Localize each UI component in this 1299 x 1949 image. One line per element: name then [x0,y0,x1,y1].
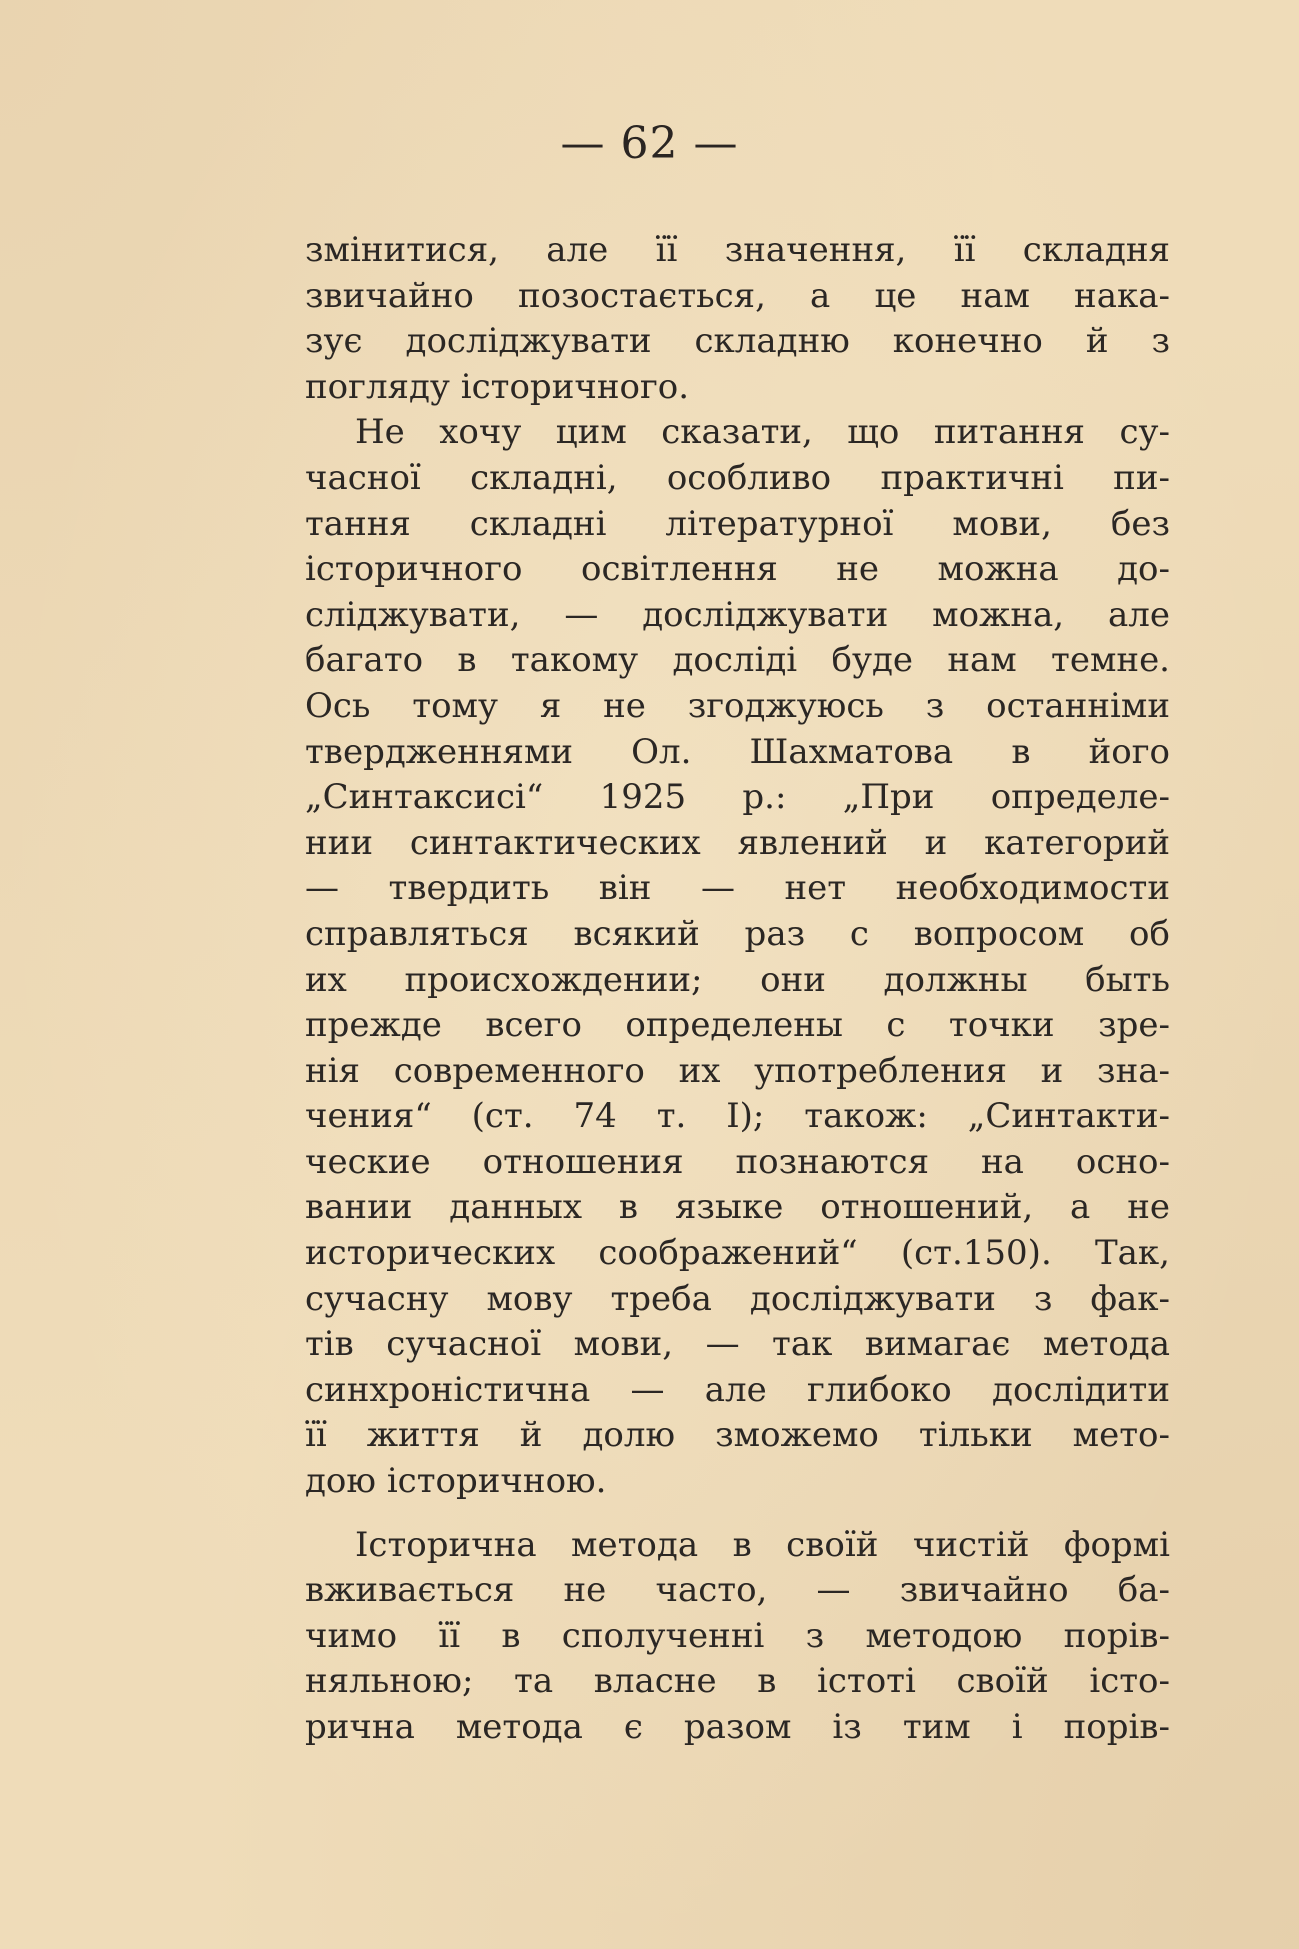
text-line: сліджувати, — досліджувати можна, але [305,594,1170,635]
text-line: чимо її в сполученні з методою порів- [305,1615,1170,1656]
text-line: змінитися, але її значення, її складня [305,230,1170,270]
text-line: Історична метода в своїй чистій формі [355,1524,1170,1565]
text-line: багато в такому досліді буде нам темне. [305,640,1170,681]
text-line: історичного освітлення не можна до- [305,549,1170,590]
text-line: звичайно позостається, а це нам нака- [305,275,1170,316]
text-line: прежде всего определены с точки зре- [305,1005,1170,1046]
text-line: синхроністична — але глибоко дослідити [305,1369,1170,1410]
text-line: справляться всякий раз с вопросом об [305,913,1170,954]
text-line: ческие отношения познаются на осно- [305,1141,1170,1182]
paragraph-gap [305,1505,1170,1523]
text-line: исторических соображений“ (ст.150). Так, [305,1233,1170,1274]
text-line: „Синтаксисі“ 1925 р.: „При определе- [305,777,1170,818]
paragraph-1 [305,228,1170,410]
text-line: вживається не часто, — звичайно ба- [305,1570,1170,1611]
text-line: погляду історичного. [305,366,690,407]
text-line: твердженнями Ол. Шахматова в його [305,731,1170,772]
paragraph-2 [305,410,1170,1504]
body-text [305,228,1170,1751]
text-line: дою історичною. [305,1461,607,1502]
text-line: вании данных в языке отношений, а не [305,1187,1170,1228]
text-line: няльною; та власне в істоті своїй істо- [305,1661,1170,1702]
text-line: її життя й долю зможемо тільки мето- [305,1415,1170,1456]
text-line: рична метода є разом із тим і порів- [305,1707,1170,1747]
text-line: нии синтактических явлений и категорий [305,822,1170,863]
text-line: нія современного их употребления и зна- [305,1050,1170,1091]
text-line: тання складні літературної мови, без [305,503,1170,544]
paragraph-3 [305,1523,1170,1751]
text-line: их происхождении; они должны быть [305,959,1170,1000]
text-line: сучасну мову треба досліджувати з фак- [305,1278,1170,1319]
text-line: — твердить він — нет необходимости [305,868,1170,909]
page-number: — 62 — [560,118,739,169]
text-line: часної складні, особливо практичні пи- [305,457,1170,498]
text-line: тів сучасної мови, — так вимагає метода [305,1324,1170,1365]
text-line: Не хочу цим сказати, що питання су- [355,412,1170,453]
text-line: Ось тому я не згоджуюсь з останніми [305,685,1170,726]
text-line: зує досліджувати складню конечно й з [305,321,1170,362]
text-line: чения“ (ст. 74 т. І); також: „Синтакти- [305,1096,1170,1137]
